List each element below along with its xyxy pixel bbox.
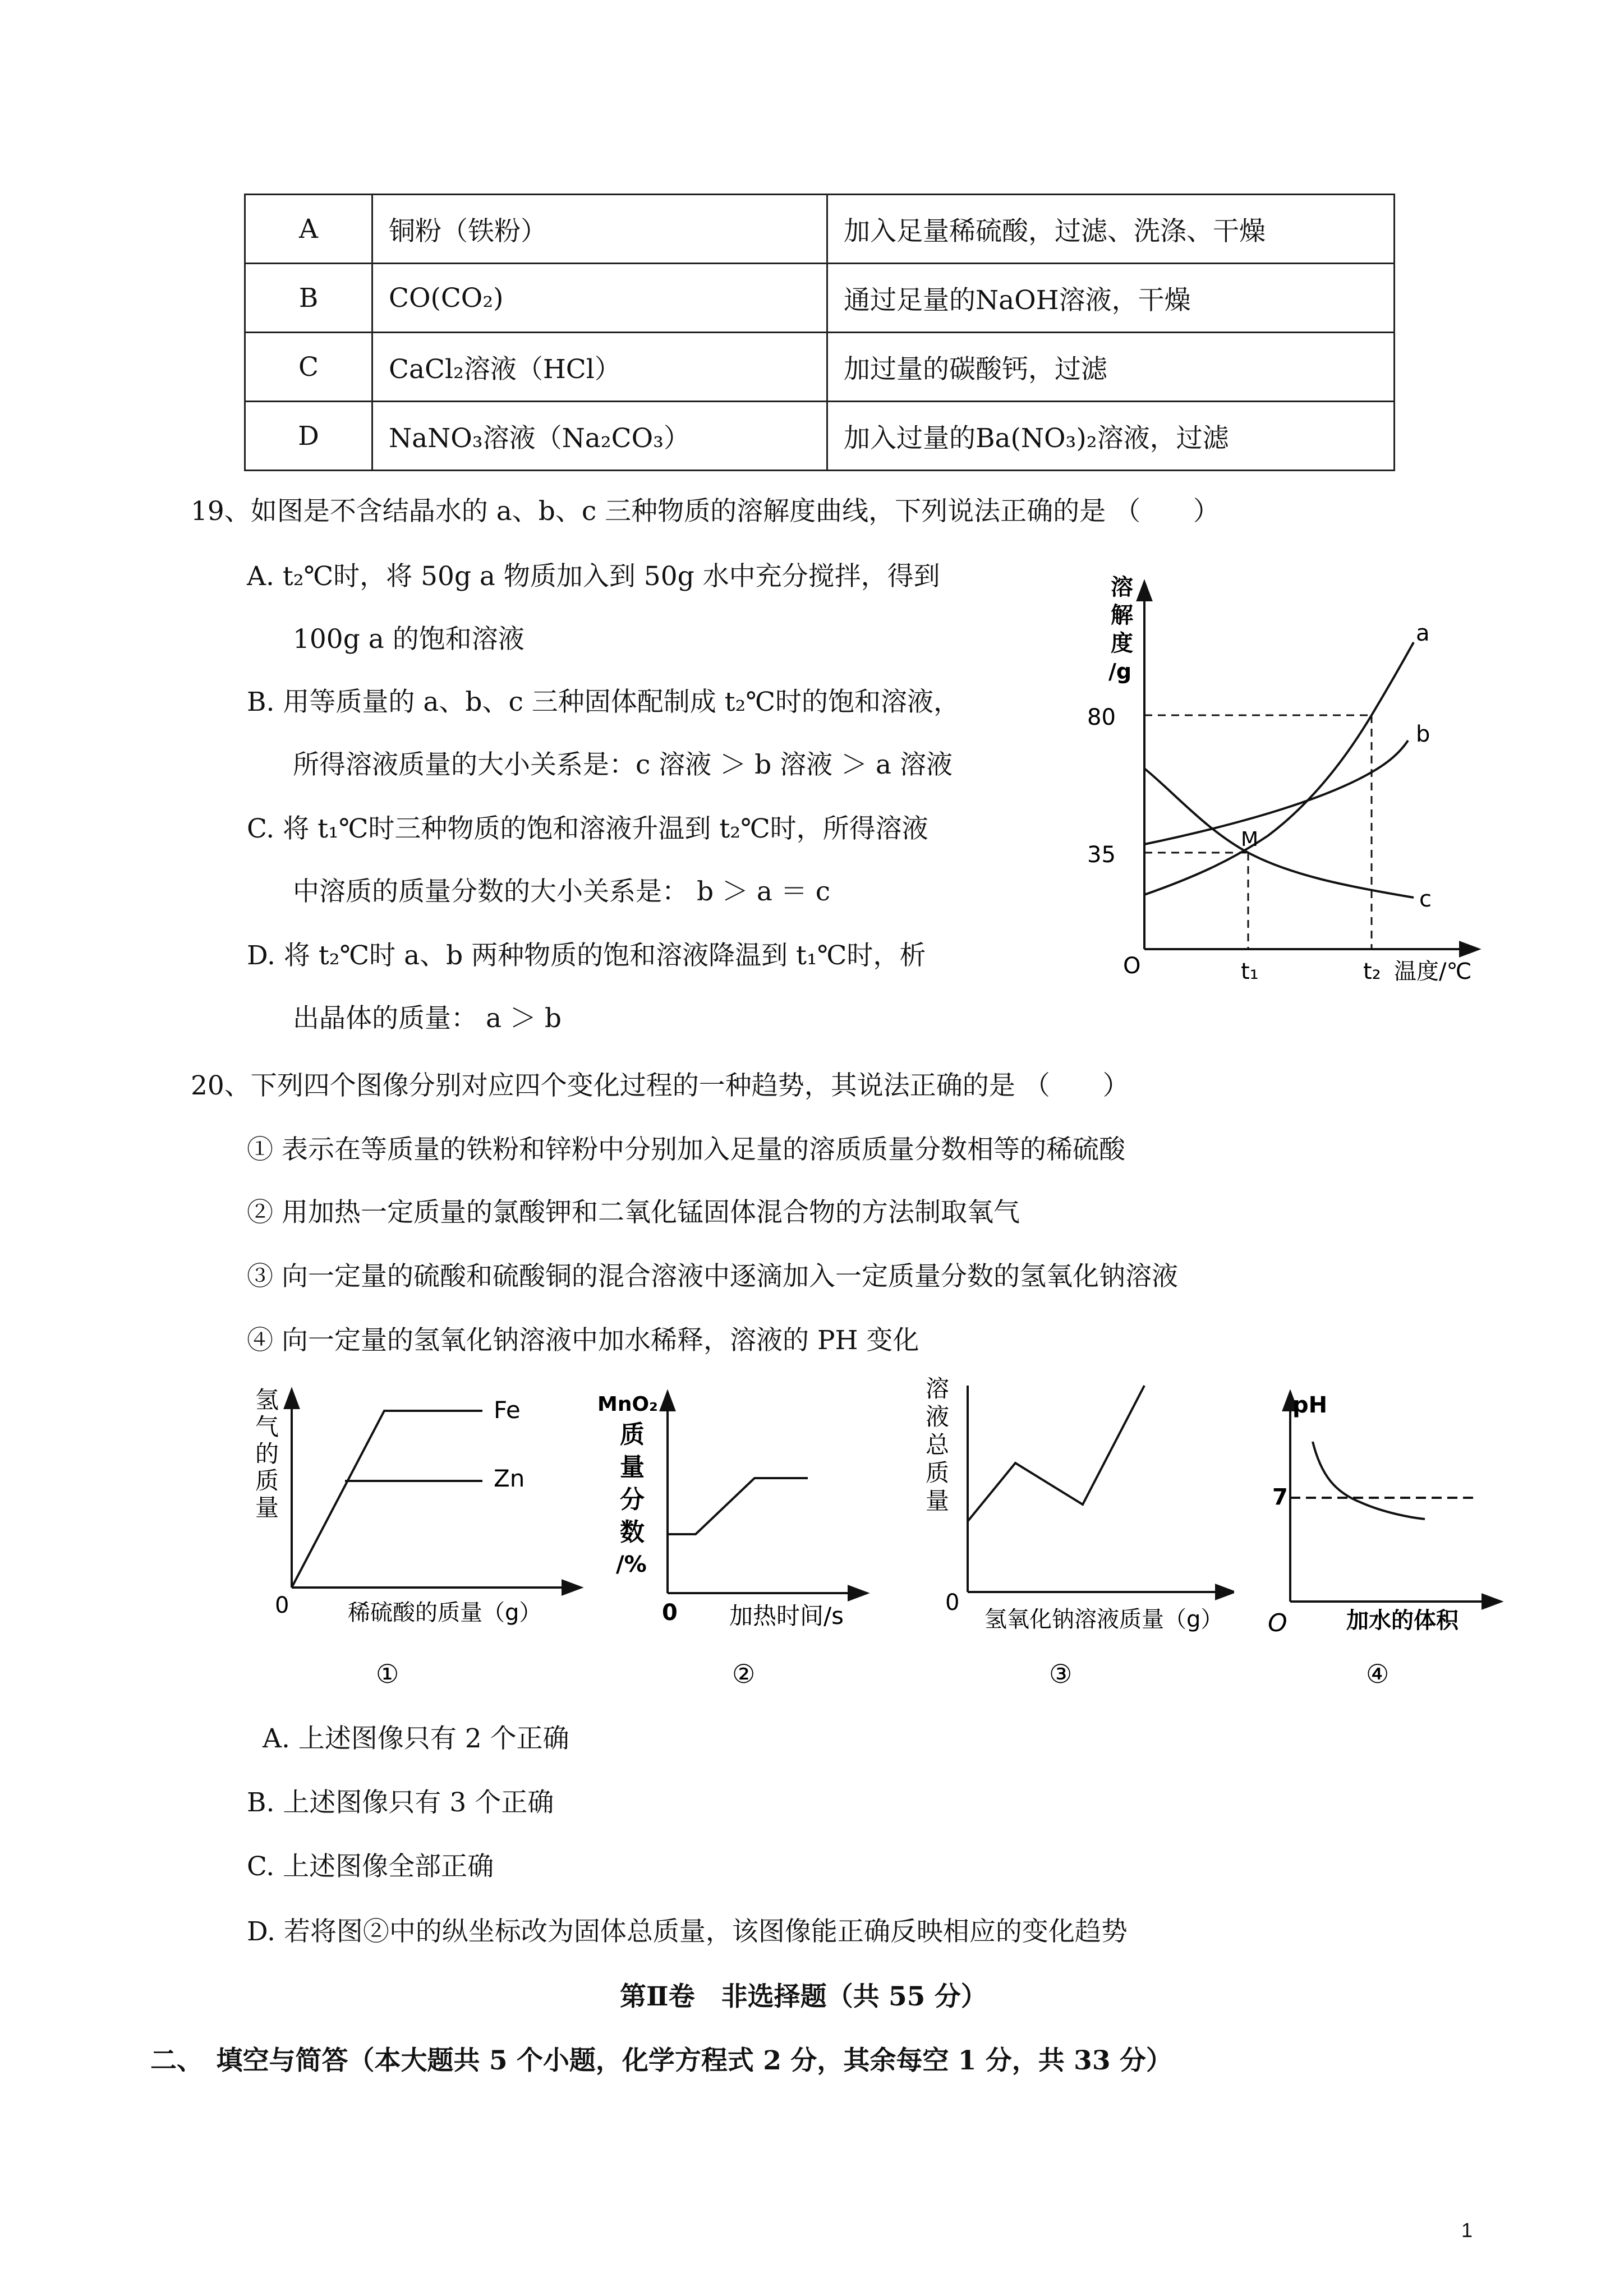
x-axis-arrow xyxy=(1460,942,1478,956)
row-method: 加过量的碳酸钙，过滤 xyxy=(827,333,1395,402)
table-row xyxy=(245,195,1395,264)
page-number: 1 xyxy=(1461,2219,1473,2242)
point-m-label: M xyxy=(1241,828,1259,851)
row-item: NaNO₃溶液（Na₂CO₃） xyxy=(372,402,827,471)
y-label-5: 数 xyxy=(620,1518,645,1547)
row-item: 铜粉（铁粉） xyxy=(372,195,827,264)
row-label: C xyxy=(245,333,372,402)
origin-label: O xyxy=(1123,953,1141,979)
q19-option-d-line2: 出晶体的质量： a ＞ b xyxy=(293,1003,562,1034)
row-item: CaCl₂溶液（HCl） xyxy=(372,333,827,402)
y-label-5: 量 xyxy=(926,1487,950,1515)
y-label-6: /% xyxy=(616,1552,647,1577)
origin-label: 0 xyxy=(945,1590,960,1616)
y-label-1: 氢 xyxy=(255,1386,279,1414)
fe-label: Fe xyxy=(494,1396,521,1424)
table-row xyxy=(245,402,1395,471)
q20-stem: 20、下列四个图像分别对应四个变化过程的一种趋势，其说法正确的是 （ ） xyxy=(191,1070,1129,1101)
curve-a xyxy=(1144,642,1414,895)
x-axis-label: 氢氧化钠溶液质量（g） xyxy=(984,1607,1223,1632)
tick-80: 80 xyxy=(1087,705,1116,730)
q20-statement-2: ② 用加热一定质量的氯酸钾和二氧化锰固体混合物的方法制取氧气 xyxy=(247,1197,1020,1228)
graph-3 xyxy=(920,1374,1234,1700)
y-axis-label: pH xyxy=(1292,1392,1328,1418)
q19-option-a-line2: 100g a 的饱和溶液 xyxy=(293,624,525,655)
y-label-3: 度 xyxy=(1111,631,1133,656)
curve-c xyxy=(1144,769,1414,898)
row-label: B xyxy=(245,264,372,333)
tick-t2: t₂ xyxy=(1363,959,1381,984)
q20-statement-1: ① 表示在等质量的铁粉和锌粉中分别加入足量的溶质质量分数相等的稀硫酸 xyxy=(247,1134,1125,1165)
y-label-3: 总 xyxy=(926,1431,950,1458)
x-axis-label: 稀硫酸的质量（g） xyxy=(348,1600,542,1626)
figure-number: ① xyxy=(376,1659,399,1689)
y-label-4: /g xyxy=(1108,659,1132,684)
row-method: 通过足量的NaOH溶液，干燥 xyxy=(827,264,1395,333)
y-label-2: 解 xyxy=(1111,602,1133,628)
graph-1 xyxy=(247,1386,595,1700)
y-label-2: 液 xyxy=(926,1403,950,1430)
y-label-1: 溶 xyxy=(1111,574,1133,600)
q19-option-b-line2: 所得溶液质量的大小关系是：c 溶液 ＞ b 溶液 ＞ a 溶液 xyxy=(293,749,953,780)
q20-option-d: D. 若将图②中的纵坐标改为固体总质量，该图像能正确反映相应的变化趋势 xyxy=(247,1916,1128,1947)
graph-2 xyxy=(583,1386,909,1700)
y-label-4: 质 xyxy=(926,1459,950,1487)
row-method: 加入过量的Ba(NO₃)₂溶液，过滤 xyxy=(827,402,1395,471)
y-label-3: 的 xyxy=(255,1440,279,1467)
x-axis-label: 温度/℃ xyxy=(1394,959,1472,984)
table-row xyxy=(245,333,1395,402)
q20-statement-4: ④ 向一定量的氢氧化钠溶液中加水稀释，溶液的 PH 变化 xyxy=(247,1325,919,1356)
origin-label: 0 xyxy=(662,1600,678,1626)
table-row xyxy=(245,264,1395,333)
q19-option-d-line1: D. 将 t₂℃时 a、b 两种物质的饱和溶液降温到 t₁℃时，析 xyxy=(247,940,926,971)
zn-label: Zn xyxy=(494,1465,525,1492)
figure-number: ② xyxy=(732,1659,756,1689)
figure-number: ④ xyxy=(1366,1659,1390,1689)
q19-stem: 19、如图是不含结晶水的 a、b、c 三种物质的溶解度曲线，下列说法正确的是 （ ） xyxy=(191,496,1220,527)
options-table xyxy=(244,194,1395,471)
solubility-graph xyxy=(1066,572,1503,999)
origin-label: O xyxy=(1268,1609,1287,1637)
y-label-1: 溶 xyxy=(926,1375,950,1402)
row-item: CO(CO₂) xyxy=(372,264,827,333)
x-axis-label: 加热时间/s xyxy=(729,1602,844,1630)
y-label-2: 气 xyxy=(255,1413,279,1441)
q20-option-c: C. 上述图像全部正确 xyxy=(247,1851,494,1882)
y-label-4: 质 xyxy=(255,1467,279,1494)
section-title: 第Ⅱ卷 非选择题（共 55 分） xyxy=(620,1981,987,2012)
y-label-1: MnO₂ xyxy=(597,1393,658,1416)
fe-line xyxy=(292,1411,482,1588)
part-two-heading: 二、 填空与简答（本大题共 5 个小题，化学方程式 2 分，其余每空 1 分，共 33 分） xyxy=(150,2045,1172,2076)
curve-c-label: c xyxy=(1419,886,1432,912)
tick-7: 7 xyxy=(1272,1484,1288,1510)
tick-35: 35 xyxy=(1087,842,1116,868)
y-label-5: 量 xyxy=(255,1494,279,1521)
q20-option-b: B. 上述图像只有 3 个正确 xyxy=(247,1787,554,1818)
origin-label: 0 xyxy=(275,1593,289,1618)
y-axis-arrow xyxy=(1138,582,1151,600)
x-axis-label: 加水的体积 xyxy=(1346,1608,1459,1634)
q19-option-c-line1: C. 将 t₁℃时三种物质的饱和溶液升温到 t₂℃时，所得溶液 xyxy=(247,813,928,844)
q19-option-c-line2: 中溶质的质量分数的大小关系是： b ＞ a ＝ c xyxy=(293,876,831,907)
row-label: A xyxy=(245,195,372,264)
curve-b-label: b xyxy=(1416,721,1430,747)
solution-mass-line xyxy=(968,1386,1144,1521)
row-label: D xyxy=(245,402,372,471)
row-method: 加入足量稀硫酸，过滤、洗涤、干燥 xyxy=(827,195,1395,264)
y-label-3: 量 xyxy=(620,1453,645,1481)
q20-statement-3: ③ 向一定量的硫酸和硫酸铜的混合溶液中逐滴加入一定质量分数的氢氧化钠溶液 xyxy=(247,1261,1178,1292)
y-label-4: 分 xyxy=(620,1485,645,1514)
q19-option-b-line1: B. 用等质量的 a、b、c 三种固体配制成 t₂℃时的饱和溶液， xyxy=(247,687,960,717)
graph-4 xyxy=(1257,1386,1503,1700)
tick-t1: t₁ xyxy=(1241,959,1259,984)
q20-option-a: A. 上述图像只有 2 个正确 xyxy=(263,1723,569,1754)
q19-option-a-line1: A. t₂℃时，将 50g a 物质加入到 50g 水中充分搅拌，得到 xyxy=(247,561,940,592)
ph-curve xyxy=(1313,1442,1425,1519)
figure-number: ③ xyxy=(1049,1659,1073,1689)
y-label-2: 质 xyxy=(620,1420,645,1449)
mno2-line xyxy=(668,1478,808,1534)
curve-a-label: a xyxy=(1416,620,1430,646)
